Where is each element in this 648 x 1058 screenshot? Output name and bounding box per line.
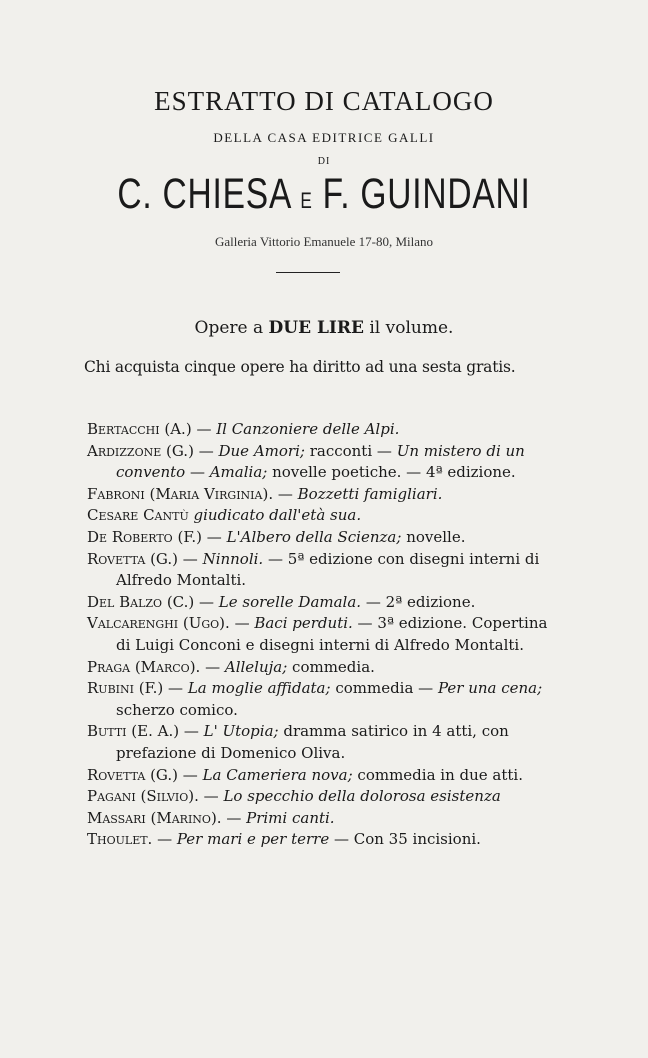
entry-work: L' Utopia; <box>203 722 279 741</box>
entry-sep: — <box>193 441 219 460</box>
entry-note: commedia in due atti. <box>352 765 523 784</box>
entry-author: Praga (Marco). <box>87 657 201 676</box>
entry-work: Per mari e per terre <box>176 830 330 849</box>
publisher-name <box>71 170 576 219</box>
entry-sep: — <box>191 420 217 438</box>
catalog-entry <box>87 765 557 787</box>
publisher-left: C. CHIESA <box>117 170 291 218</box>
entry-work: Amalia; <box>209 463 268 482</box>
entry-note: racconti — <box>304 441 397 460</box>
divider <box>276 272 340 273</box>
entry-note: — 5ª edizione con disegni interni di Alfredo Montalti. <box>116 549 540 590</box>
price-post: il volume. <box>369 318 454 338</box>
catalog-entry <box>87 484 557 506</box>
price-line <box>0 318 648 338</box>
entry-note: — Con 35 incisioni. <box>329 830 481 849</box>
entry-work: Ninnoli. <box>202 549 264 568</box>
price-bold: DUE LIRE <box>268 318 364 338</box>
entry-work: Alleluja; <box>224 657 288 676</box>
entry-note: — 2ª edizione. <box>361 592 476 611</box>
entry-work: Per una cena; <box>437 679 543 698</box>
entry-sep: — <box>178 549 203 568</box>
entry-work: Un mistero di un convento <box>116 441 525 482</box>
publisher-right: F. GUINDANI <box>322 170 531 218</box>
catalog-entry <box>87 721 557 764</box>
entry-work: Baci perduti. <box>254 614 353 633</box>
entry-sep: — <box>202 527 227 546</box>
entry-author: Pagani (Silvio). <box>87 787 199 806</box>
entry-author: Ardizzone (G.) <box>87 441 194 460</box>
entry-author: De Roberto (F.) <box>87 527 203 546</box>
entry-author: Del Balzo (C.) <box>87 592 195 611</box>
catalog-entry <box>87 549 557 592</box>
catalog-entry <box>87 657 557 679</box>
entry-work: Lo specchio della dolorosa esistenza <box>223 787 501 806</box>
entry-author: Cesare Cantù <box>87 506 189 525</box>
entry-sep: — <box>163 679 188 698</box>
entry-note: novelle. <box>401 527 466 546</box>
catalog-entry <box>87 592 557 614</box>
di-label: DI <box>317 156 331 167</box>
catalog-entry <box>87 786 557 808</box>
catalog-entry <box>87 678 557 721</box>
entry-work: Le sorelle Damala. <box>218 592 362 611</box>
entry-work: La moglie affidata; <box>187 679 331 698</box>
price-pre: Opere a <box>194 318 264 338</box>
entry-author: Valcarenghi (Ugo). <box>87 614 230 633</box>
entry-sep: — <box>179 722 204 741</box>
entry-sep: — <box>152 830 177 849</box>
page-title: ESTRATTO DI CATALOGO <box>154 86 494 116</box>
entry-note: — 3ª edizione. Copertina di Luigi Conconi e disegni interni di Alfredo Montalti. <box>116 614 548 654</box>
entry-note: commedia — <box>330 679 438 698</box>
catalog-entry <box>87 808 557 830</box>
catalog-entry <box>87 829 557 851</box>
entry-sep: — <box>198 787 224 806</box>
entry-work: giudicato dall'età sua. <box>193 506 362 525</box>
entry-work: Primi canti. <box>246 808 335 827</box>
catalog-entry <box>87 505 557 527</box>
catalog-entry <box>87 441 557 484</box>
catalog-entry <box>87 419 557 441</box>
entry-note: novelle poetiche. — 4ª edizione. <box>267 463 516 482</box>
entry-author: Butti (E. A.) <box>87 722 180 741</box>
publisher-and: E <box>300 188 313 213</box>
publisher-address: Galleria Vittorio Emanuele 17-80, Milano <box>214 234 434 249</box>
entry-author: Fabroni (Maria Virginia). <box>87 484 274 503</box>
entry-author: Bertacchi (A.) <box>87 420 192 438</box>
entry-author: Rubini (F.) <box>87 679 164 698</box>
entry-author: Massari (Marino). <box>87 808 222 827</box>
entry-work: Il Canzoniere delle Alpi. <box>216 420 400 438</box>
promo-line: Chi acquista cinque opere ha diritto ad una sesta gratis. <box>84 358 516 376</box>
entry-work: La Cameriera nova; <box>202 765 353 784</box>
catalog-entry <box>87 613 557 656</box>
entry-sep: — <box>229 614 255 633</box>
entry-note: dramma satirico in 4 atti, con prefazione di Domenico Oliva. <box>116 722 509 762</box>
catalog-list <box>87 419 557 851</box>
entry-sep: — <box>221 808 247 827</box>
catalog-entry <box>87 527 557 549</box>
entry-sep: — <box>273 484 298 503</box>
entry-author: Thoulet. <box>87 830 153 849</box>
entry-note: scherzo comico. <box>116 700 238 719</box>
entry-note: commedia. <box>287 657 375 676</box>
entry-author: Rovetta (G.) <box>87 549 179 568</box>
entry-note: — <box>185 463 210 482</box>
entry-sep: — <box>200 657 225 676</box>
entry-work: L'Albero della Scienza; <box>226 527 402 546</box>
entry-sep: — <box>178 765 203 784</box>
entry-work: Bozzetti famigliari. <box>297 484 443 503</box>
entry-work: Due Amori; <box>218 441 305 460</box>
page-subtitle: DELLA CASA EDITRICE GALLI <box>213 130 435 145</box>
entry-author: Rovetta (G.) <box>87 765 179 784</box>
entry-sep: — <box>194 592 219 611</box>
